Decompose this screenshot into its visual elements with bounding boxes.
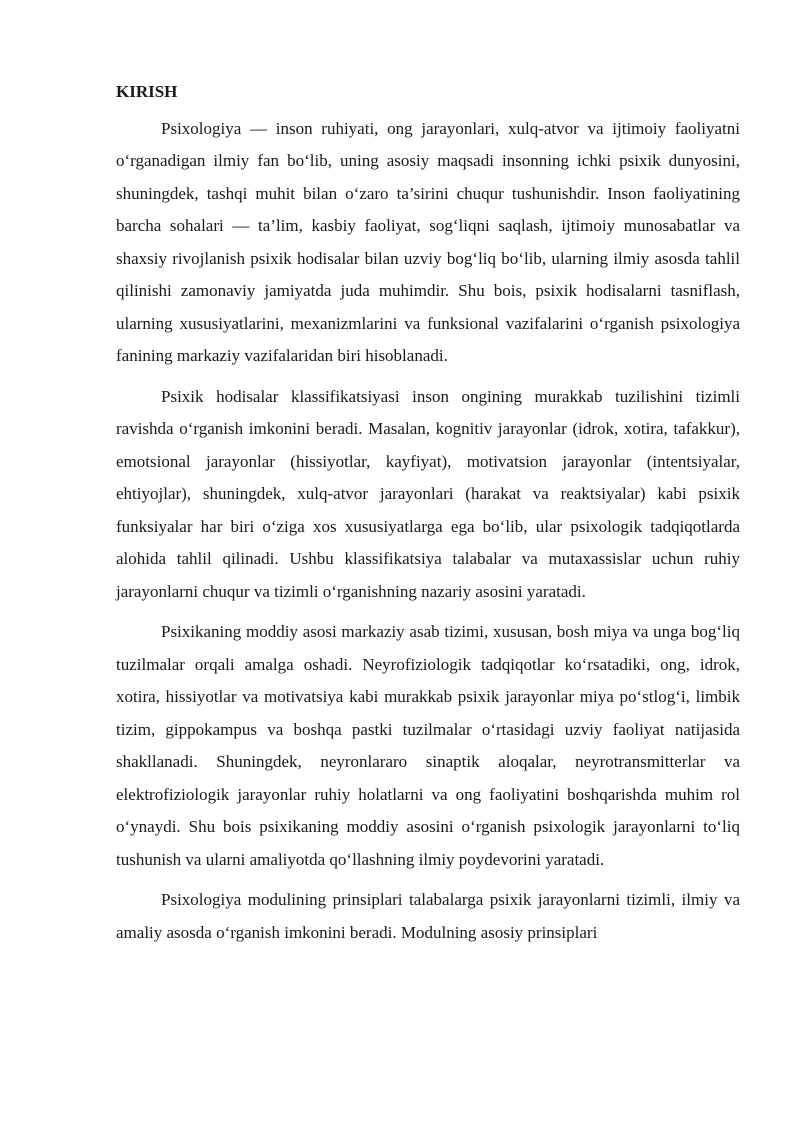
paragraph-intro: Psixologiya — inson ruhiyati, ong jarayonlari, xulq-atvor va ijtimoiy faoliyatni o‘rganadigan ilmiy fan bo‘lib, uning asosiy maqsadi insonning ichki psixik dunyosini, shuningdek, tashqi muhit bilan o‘zaro ta’sirini chuqur tushunishdir. Inson faoliyatining barcha sohalari — ta’lim, kasbiy faoliyat, sog‘liqni saqlash, ijtimoiy munosabatlar va shaxsiy rivojlanish psixik hodisalar bilan uzviy bog‘liq bo‘lib, ularning ilmiy asosda tahlil qilinishi zamonaviy jamiyatda juda muhimdir. Shu bois, psixik hodisalarni tasniflash, ularning xususiyatlarini, mexanizmlarini va funksional vazifalarini o‘rganish psixologiya fanining markaziy vazifalaridan biri hisoblanadi.: [116, 118, 740, 365]
document-body: [116, 76, 740, 957]
paragraph-module-principles: Psixologiya modulining prinsiplari talabalarga psixik jarayonlarni tizimli, ilmiy va amaliy asosda o‘rganish imkonini beradi. Modulning asosiy prinsiplari: [116, 890, 740, 942]
paragraph-classification: Psixik hodisalar klassifikatsiyasi inson ongining murakkab tuzilishini tizimli ravishda o‘rganish imkonini beradi. Masalan, kognitiv jarayonlar (idrok, xotira, tafakkur), emotsional jarayonlar (hissiyotlar, kayfiyat), motivatsion jarayonlar (intentsiyalar, ehtiyojlar), shuningdek, xulq-atvor jarayonlari (harakat va reaktsiyalar) kabi psixik funksiyalar har biri o‘ziga xos xususiyatlarga ega bo‘lib, ular psixologik tadqiqotlarda alohida tahlil qilinadi. Ushbu klassifikatsiya talabalar va mutaxassislar uchun ruhiy jarayonlarni chuqur va tizimli o‘rganishning nazariy asosini yaratadi.: [116, 386, 740, 601]
section-heading: KIRISH: [116, 82, 178, 101]
paragraph-material-basis: Psixikaning moddiy asosi markaziy asab tizimi, xususan, bosh miya va unga bog‘liq tuzilmalar orqali amalga oshadi. Neyrofiziologik tadqiqotlar ko‘rsatadiki, ong, idrok, xotira, hissiyotlar va motivatsiya kabi murakkab psixik jarayonlar miya po‘stlog‘i, limbik tizim, gippokampus va boshqa pastki tuzilmalar o‘rtasidagi uzviy faoliyat natijasida shakllanadi. Shuningdek, neyronlararo sinaptik aloqalar, neyrotransmitterlar va elektrofiziologik jarayonlar ruhiy holatlarni va ong faoliyatini boshqarishda muhim rol o‘ynaydi. Shu bois psixikaning moddiy asosini o‘rganish psixologik jarayonlarni to‘liq tushunish va ularni amaliyotda qo‘llashning ilmiy poydevorini yaratadi.: [116, 622, 740, 869]
